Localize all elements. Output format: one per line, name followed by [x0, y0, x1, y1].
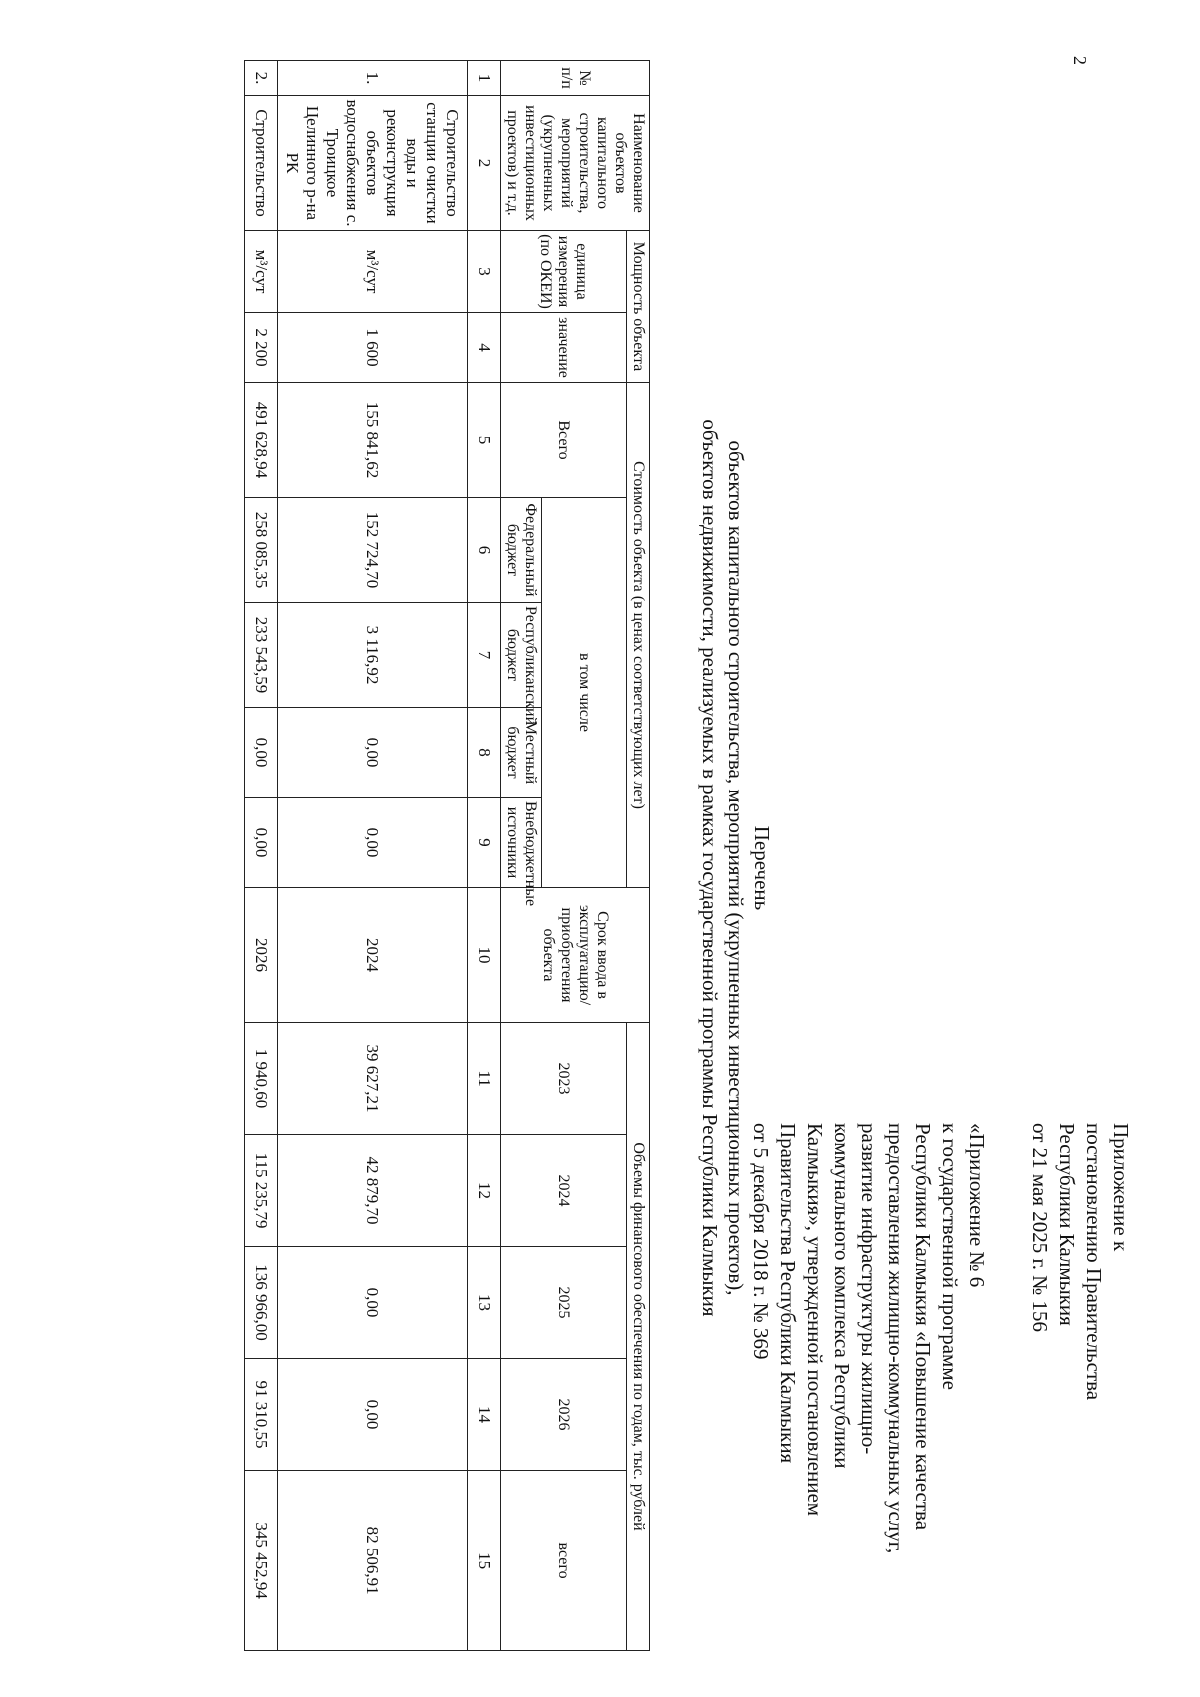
header-2024: 2024 [501, 1135, 627, 1247]
prev-line: развитие инфраструктуры жилищно- [857, 1123, 881, 1455]
header-2025: 2025 [501, 1247, 627, 1359]
header-unit: единица измерения (по ОКЕИ) [501, 231, 627, 313]
row-term: 2026 [245, 888, 278, 1023]
header-republic: Республиканский бюджет [501, 603, 542, 708]
title-line: объектов недвижимости, реализуемых в рамках государственной программы Республики Калмыкия [698, 419, 722, 1317]
header-2026: 2026 [501, 1359, 627, 1471]
row-2023: 39 627,21 [278, 1023, 468, 1135]
projects-table [244, 60, 650, 1651]
col-number: 3 [468, 231, 501, 313]
appendix-line: от 21 мая 2025 г. № 156 [1028, 1123, 1052, 1333]
header-value: значение [501, 313, 627, 383]
prev-line: от 5 декабря 2018 г. № 369 [749, 1123, 773, 1360]
header-all: всего [501, 1471, 627, 1651]
row-republic: 3 116,92 [278, 603, 468, 708]
page-number: 2 [1070, 56, 1090, 65]
table-row [245, 61, 278, 1651]
row-value: 1 600 [278, 313, 468, 383]
col-number: 5 [468, 383, 501, 498]
col-number: 13 [468, 1247, 501, 1359]
header-including: в том числе [542, 498, 627, 888]
col-number: 10 [468, 888, 501, 1023]
col-number: 8 [468, 708, 501, 798]
row-2026: 0,00 [278, 1359, 468, 1471]
col-number: 9 [468, 798, 501, 888]
col-number: 2 [468, 96, 501, 231]
appendix-line: постановлению Правительства [1082, 1123, 1106, 1401]
appendix-line: Приложение к [1109, 1123, 1133, 1252]
row-name: Строительство [245, 96, 278, 231]
document-sheet [40, 38, 1160, 1658]
table-row [278, 61, 468, 1651]
col-number: 15 [468, 1471, 501, 1651]
header-term: Срок ввода в эксплуатацию/ приобретения объекта [501, 888, 650, 1023]
header-total: Всего [501, 383, 627, 498]
header-name: Наименование объектов капитального строительства, мероприятий (укрупненных инвестиционных проектов) и т.д. [501, 96, 650, 231]
row-total: 491 628,94 [245, 383, 278, 498]
title-line: объектов капитального строительства, мероприятий (укрупненных инвестиционных проектов), [724, 440, 748, 1296]
row-unit: м³/сут [245, 231, 278, 313]
prev-line: к государственной программе [938, 1123, 962, 1390]
col-number: 1 [468, 61, 501, 96]
header-cost: Стоимость объекта (в ценах соответствующих лет) [627, 383, 650, 888]
col-number: 7 [468, 603, 501, 708]
prev-appendix-header [747, 1123, 990, 1643]
row-total: 155 841,62 [278, 383, 468, 498]
row-local: 0,00 [245, 708, 278, 798]
prev-line: предоставления жилищно-коммунальных услуг, [884, 1123, 908, 1554]
column-number-row [468, 61, 501, 1651]
prev-line: «Приложение № 6 [965, 1123, 989, 1288]
row-local: 0,00 [278, 708, 468, 798]
row-2024: 42 879,70 [278, 1135, 468, 1247]
col-number: 6 [468, 498, 501, 603]
row-2023: 1 940,60 [245, 1023, 278, 1135]
col-number: 14 [468, 1359, 501, 1471]
col-number: 11 [468, 1023, 501, 1135]
row-num: 1. [278, 61, 468, 96]
header-funding: Объемы финансового обеспечения по годам, тыс. рублей [627, 1023, 650, 1651]
prev-line: Республики Калмыкия «Повышение качества [911, 1123, 935, 1531]
header-extra: Внебюджетные источники [501, 798, 542, 888]
appendix-header [1026, 1123, 1134, 1593]
row-republic: 233 543,59 [245, 603, 278, 708]
appendix-line: Республики Калмыкия [1055, 1123, 1079, 1326]
row-all: 345 452,94 [245, 1471, 278, 1651]
document-title [697, 368, 775, 1368]
col-number: 12 [468, 1135, 501, 1247]
prev-line: коммунального комплекса Республики [830, 1123, 854, 1469]
row-extra: 0,00 [278, 798, 468, 888]
prev-line: Правительства Республики Калмыкия [776, 1123, 800, 1464]
header-2023: 2023 [501, 1023, 627, 1135]
header-local: Местный бюджет [501, 708, 542, 798]
row-2025: 136 966,00 [245, 1247, 278, 1359]
row-2025: 0,00 [278, 1247, 468, 1359]
row-all: 82 506,91 [278, 1471, 468, 1651]
prev-line: Калмыкия», утвержденной постановлением [803, 1123, 827, 1517]
title-line: Перечень [750, 825, 774, 911]
row-2026: 91 310,55 [245, 1359, 278, 1471]
header-federal: Федеральный бюджет [501, 498, 542, 603]
row-2024: 115 235,79 [245, 1135, 278, 1247]
col-number: 4 [468, 313, 501, 383]
header-num: № п/п [501, 61, 650, 96]
row-unit: м³/сут [278, 231, 468, 313]
header-capacity: Мощность объекта [627, 231, 650, 383]
row-federal: 258 085,35 [245, 498, 278, 603]
row-term: 2024 [278, 888, 468, 1023]
row-value: 2 200 [245, 313, 278, 383]
row-federal: 152 724,70 [278, 498, 468, 603]
row-num: 2. [245, 61, 278, 96]
row-name: Строительство станции очистки воды и реконструкция объектов водоснабжения с. Троицкое Целинного р-на РК [278, 96, 468, 231]
row-extra: 0,00 [245, 798, 278, 888]
